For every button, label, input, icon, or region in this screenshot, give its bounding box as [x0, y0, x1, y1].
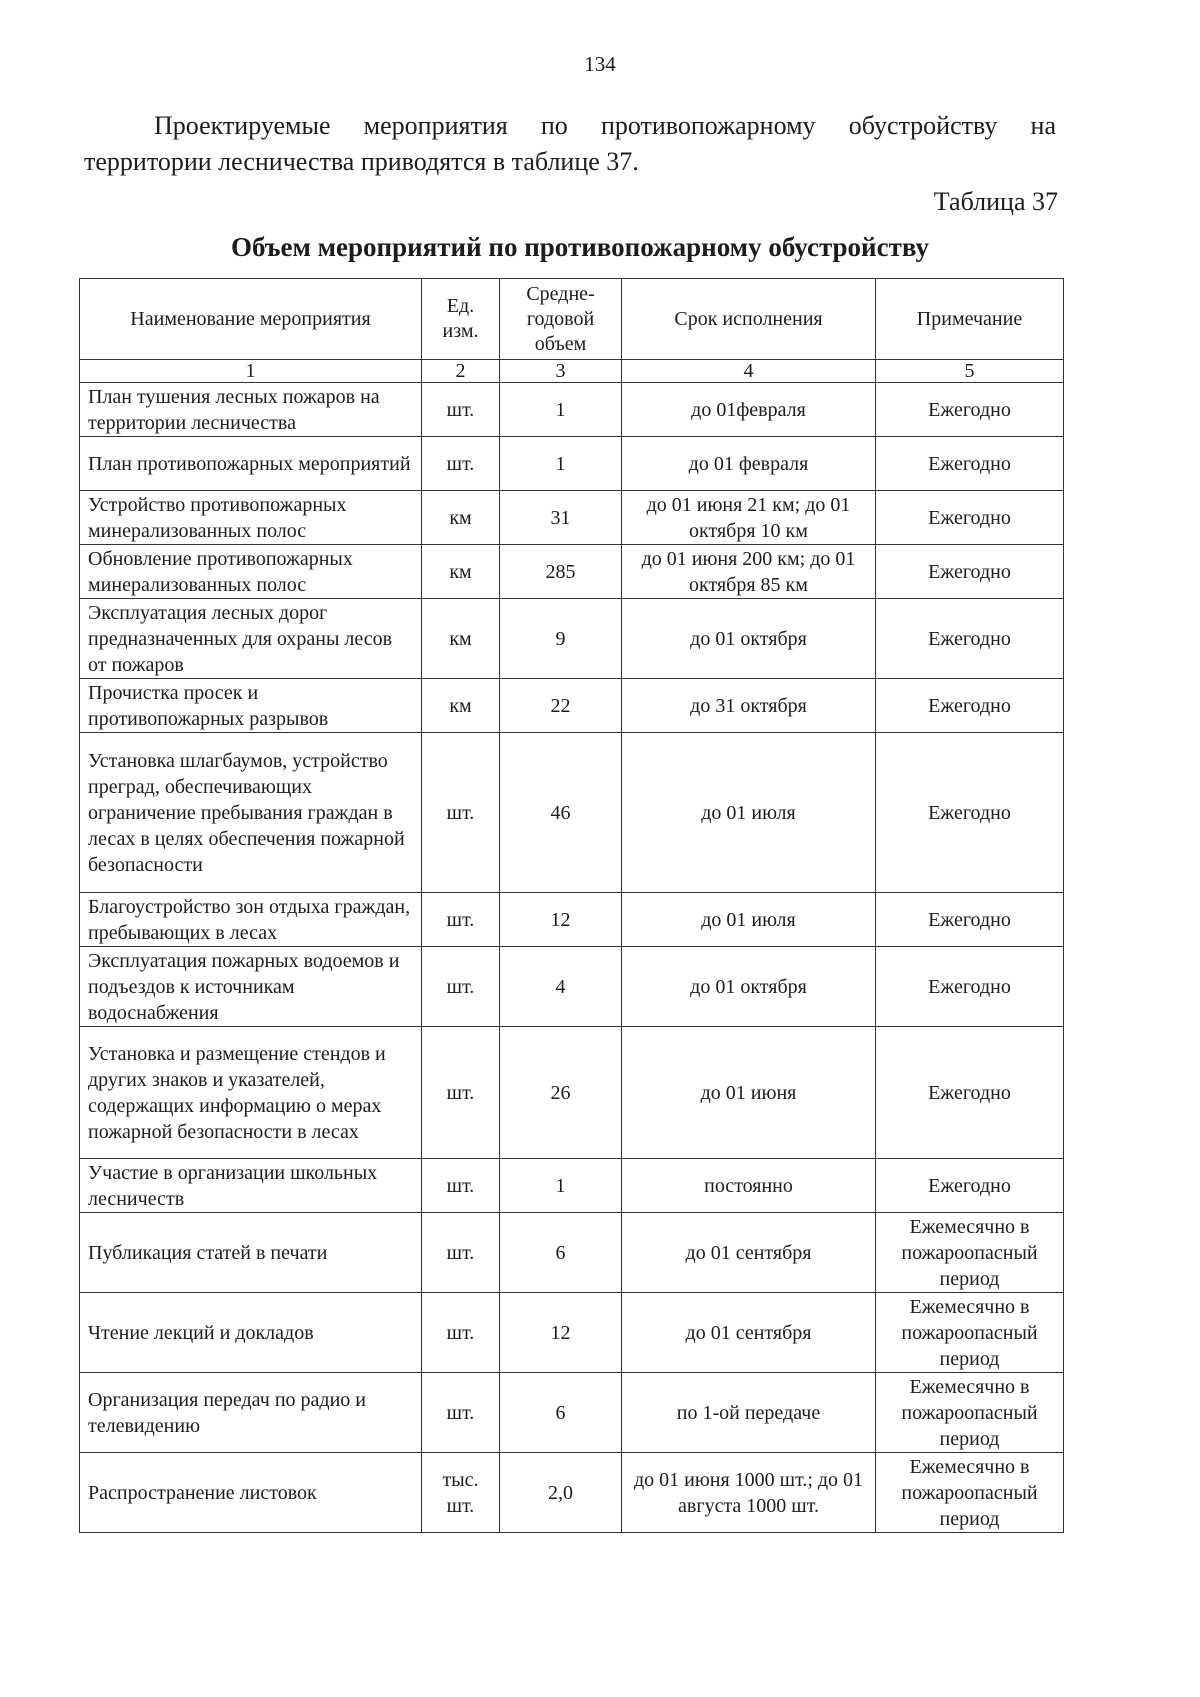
- note-cell: Ежегодно: [876, 1159, 1064, 1213]
- note-cell: Ежегодно: [876, 947, 1064, 1027]
- column-number: 5: [876, 360, 1064, 383]
- volume-cell: 12: [500, 893, 622, 947]
- activity-name: Эксплуатация пожарных водоемов и подъездов к источникам водоснабжения: [80, 947, 422, 1027]
- note-cell: Ежегодно: [876, 599, 1064, 679]
- term-cell: до 01февраля: [622, 383, 876, 437]
- term-cell: до 01 февраля: [622, 437, 876, 491]
- table-row: [80, 1293, 1064, 1373]
- table-row: [80, 437, 1064, 491]
- intro-paragraph: [84, 108, 1056, 180]
- activities-table: [79, 278, 1064, 1533]
- column-number: 3: [500, 360, 622, 383]
- activity-name: Чтение лекций и докладов: [80, 1293, 422, 1373]
- unit-cell: шт.: [422, 1293, 500, 1373]
- table-title: Объем мероприятий по противопожарному обустройству: [230, 232, 930, 262]
- note-cell: Ежегодно: [876, 437, 1064, 491]
- table-row: [80, 599, 1064, 679]
- unit-cell: км: [422, 491, 500, 545]
- note-cell: Ежегодно: [876, 893, 1064, 947]
- volume-cell: 31: [500, 491, 622, 545]
- unit-cell: шт.: [422, 947, 500, 1027]
- volume-cell: 26: [500, 1027, 622, 1159]
- header-cell: Срок исполнения: [622, 279, 876, 360]
- unit-cell: шт.: [422, 1027, 500, 1159]
- unit-cell: тыс. шт.: [422, 1453, 500, 1533]
- unit-cell: шт.: [422, 733, 500, 893]
- table-row: [80, 947, 1064, 1027]
- header-cell: Примечание: [876, 279, 1064, 360]
- table-row: [80, 893, 1064, 947]
- term-cell: до 01 июня: [622, 1027, 876, 1159]
- note-cell: Ежемесячно в пожароопасный период: [876, 1213, 1064, 1293]
- volume-cell: 12: [500, 1293, 622, 1373]
- volume-cell: 1: [500, 437, 622, 491]
- activity-name: Обновление противопожарных минерализованных полос: [80, 545, 422, 599]
- volume-cell: 6: [500, 1373, 622, 1453]
- column-number-row: [80, 360, 1064, 383]
- volume-cell: 1: [500, 383, 622, 437]
- activity-name: Публикация статей в печати: [80, 1213, 422, 1293]
- activity-name: Установка шлагбаумов, устройство преград, обеспечивающих ограничение пребывания граждан в лесах в целях обеспечения пожарной безопасности: [80, 733, 422, 893]
- column-number: 2: [422, 360, 500, 383]
- note-cell: Ежемесячно в пожароопасный период: [876, 1373, 1064, 1453]
- term-cell: до 01 июля: [622, 893, 876, 947]
- term-cell: до 01 сентября: [622, 1293, 876, 1373]
- header-cell: Средне-годовой объем: [500, 279, 622, 360]
- unit-cell: км: [422, 599, 500, 679]
- header-cell: Ед. изм.: [422, 279, 500, 360]
- term-cell: до 01 июня 200 км; до 01 октября 85 км: [622, 545, 876, 599]
- note-cell: Ежемесячно в пожароопасный период: [876, 1453, 1064, 1533]
- note-cell: Ежегодно: [876, 383, 1064, 437]
- table-row: [80, 491, 1064, 545]
- page-number: 134: [584, 52, 616, 76]
- term-cell: до 01 июня 1000 шт.; до 01 августа 1000 шт.: [622, 1453, 876, 1533]
- term-cell: до 31 октября: [622, 679, 876, 733]
- term-cell: до 01 октября: [622, 599, 876, 679]
- note-cell: Ежегодно: [876, 679, 1064, 733]
- activity-name: План тушения лесных пожаров на территории лесничества: [80, 383, 422, 437]
- volume-cell: 4: [500, 947, 622, 1027]
- column-number: 4: [622, 360, 876, 383]
- note-cell: Ежегодно: [876, 1027, 1064, 1159]
- column-number: 1: [80, 360, 422, 383]
- volume-cell: 285: [500, 545, 622, 599]
- term-cell: по 1-ой передаче: [622, 1373, 876, 1453]
- table-row: [80, 1373, 1064, 1453]
- header-cell: Наименование мероприятия: [80, 279, 422, 360]
- term-cell: до 01 июля: [622, 733, 876, 893]
- volume-cell: 9: [500, 599, 622, 679]
- unit-cell: шт.: [422, 1159, 500, 1213]
- unit-cell: шт.: [422, 1373, 500, 1453]
- volume-cell: 46: [500, 733, 622, 893]
- unit-cell: км: [422, 545, 500, 599]
- volume-cell: 2,0: [500, 1453, 622, 1533]
- table-row: [80, 1159, 1064, 1213]
- unit-cell: км: [422, 679, 500, 733]
- volume-cell: 1: [500, 1159, 622, 1213]
- term-cell: постоянно: [622, 1159, 876, 1213]
- table-label: Таблица 37: [933, 187, 1058, 216]
- unit-cell: шт.: [422, 893, 500, 947]
- activity-name: Участие в организации школьных лесничеств: [80, 1159, 422, 1213]
- activity-name: Благоустройство зон отдыха граждан, пребывающих в лесах: [80, 893, 422, 947]
- table-row: [80, 383, 1064, 437]
- activity-name: Установка и размещение стендов и других знаков и указателей, содержащих информацию о мерах пожарной безопасности в лесах: [80, 1027, 422, 1159]
- table-row: [80, 1027, 1064, 1159]
- table-row: [80, 679, 1064, 733]
- unit-cell: шт.: [422, 1213, 500, 1293]
- activity-name: Прочистка просек и противопожарных разрывов: [80, 679, 422, 733]
- note-cell: Ежемесячно в пожароопасный период: [876, 1293, 1064, 1373]
- term-cell: до 01 октября: [622, 947, 876, 1027]
- activity-name: План противопожарных мероприятий: [80, 437, 422, 491]
- term-cell: до 01 июня 21 км; до 01 октября 10 км: [622, 491, 876, 545]
- unit-cell: шт.: [422, 437, 500, 491]
- volume-cell: 22: [500, 679, 622, 733]
- volume-cell: 6: [500, 1213, 622, 1293]
- table-row: [80, 545, 1064, 599]
- activity-name: Эксплуатация лесных дорог предназначенных для охраны лесов от пожаров: [80, 599, 422, 679]
- term-cell: до 01 сентября: [622, 1213, 876, 1293]
- note-cell: Ежегодно: [876, 733, 1064, 893]
- unit-cell: шт.: [422, 383, 500, 437]
- note-cell: Ежегодно: [876, 545, 1064, 599]
- intro-text: Проектируемые мероприятия по противопожарному обустройству на территории лесничества приводятся в таблице 37.: [84, 111, 1056, 176]
- table-row: [80, 1213, 1064, 1293]
- activity-name: Организация передач по радио и телевидению: [80, 1373, 422, 1453]
- activity-name: Распространение листовок: [80, 1453, 422, 1533]
- table-row: [80, 733, 1064, 893]
- table-row: [80, 1453, 1064, 1533]
- activity-name: Устройство противопожарных минерализованных полос: [80, 491, 422, 545]
- note-cell: Ежегодно: [876, 491, 1064, 545]
- header-row: [80, 279, 1064, 360]
